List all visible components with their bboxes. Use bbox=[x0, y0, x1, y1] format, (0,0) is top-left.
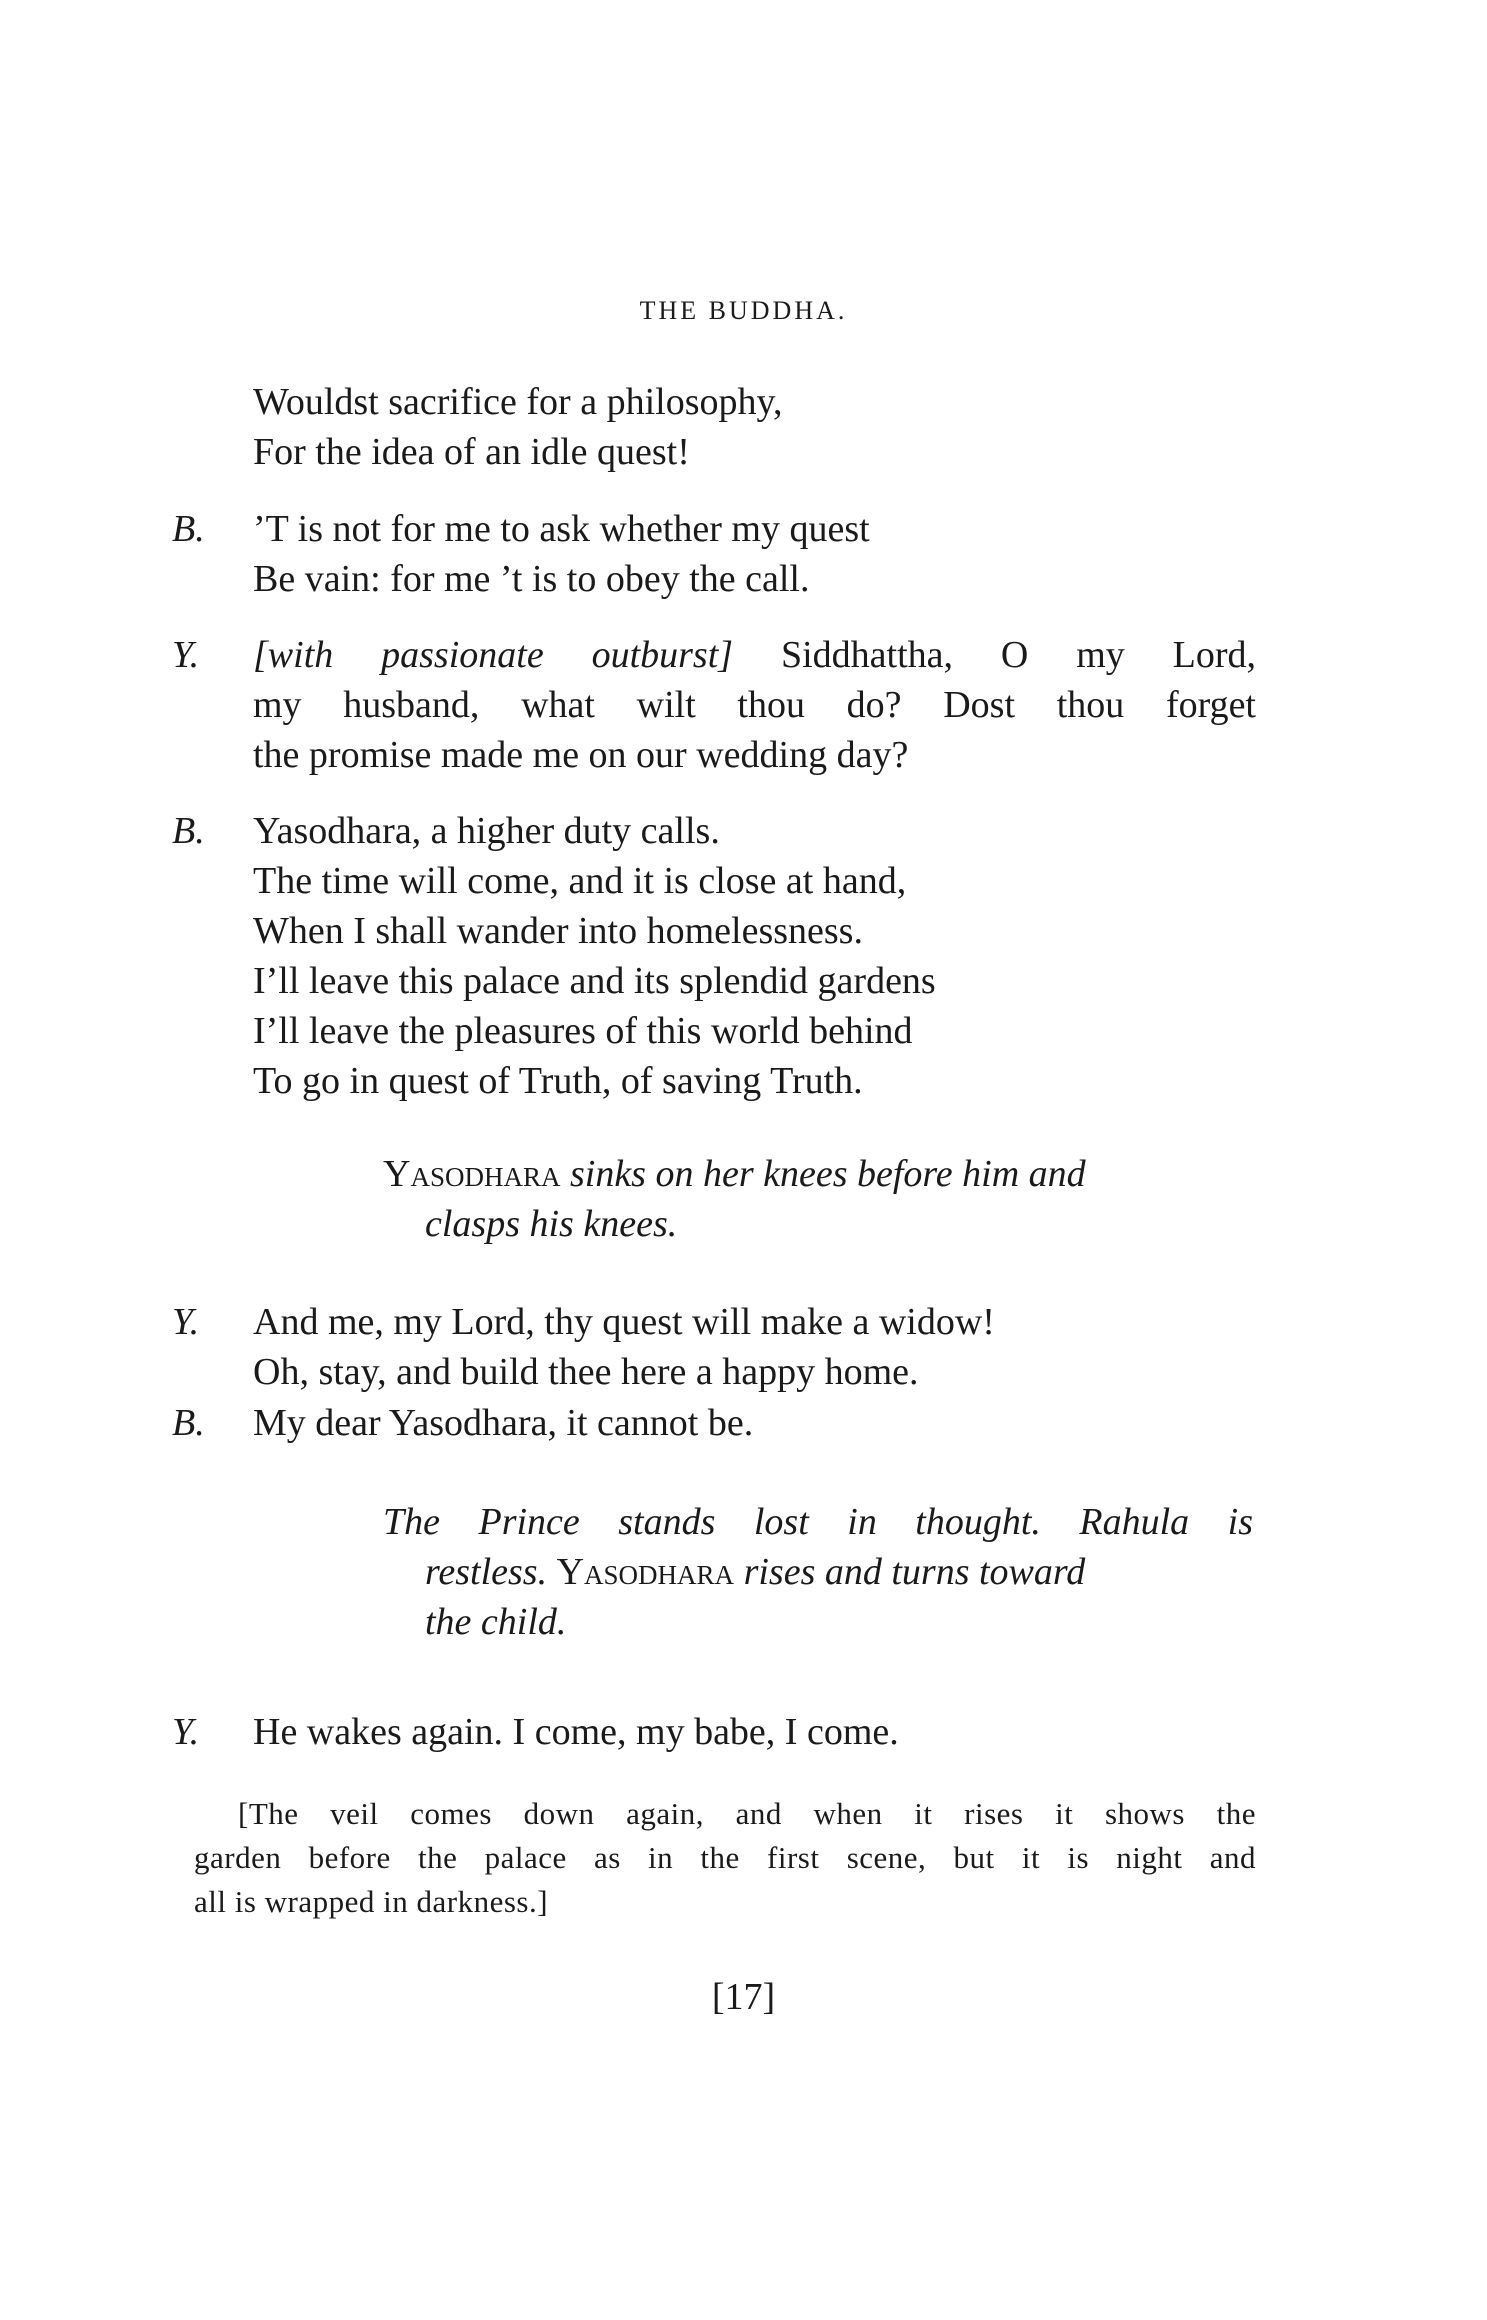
stage-text: rises and turns toward bbox=[743, 1551, 1086, 1593]
stage-line bbox=[383, 1547, 1253, 1597]
verse-line: To go in quest of Truth, of saving Truth. bbox=[253, 1060, 863, 1102]
prose-line: my husband, what wilt thou do? Dost thou forget bbox=[253, 684, 1256, 726]
speaker-label: Y. bbox=[172, 1711, 200, 1753]
verse-line: Oh, stay, and build thee here a happy home. bbox=[253, 1351, 919, 1393]
speaker-label: B. bbox=[172, 508, 205, 550]
stage-line: the child. bbox=[425, 1601, 567, 1643]
speaker-label: B. bbox=[172, 810, 205, 852]
note-line: garden before the palace as in the first scene, but it is night and bbox=[194, 1840, 1256, 1875]
stage-text: sinks on her knees before him and bbox=[569, 1153, 1086, 1195]
note-line: [The veil comes down again, and when it rises it shows the bbox=[238, 1796, 1256, 1831]
speaker-label: B. bbox=[172, 1402, 205, 1444]
speaker-label: Y. bbox=[172, 1301, 200, 1343]
page-number: [17] bbox=[711, 1976, 776, 2018]
verse-line: ’T is not for me to ask whether my quest bbox=[253, 508, 870, 550]
verse-line: Wouldst sacrifice for a philosophy, bbox=[253, 381, 783, 423]
stage-direction bbox=[383, 1497, 1253, 1647]
verse-line: For the idea of an idle quest! bbox=[253, 431, 690, 473]
prose-line: the promise made me on our wedding day? bbox=[253, 734, 909, 776]
stage-line: The Prince stands lost in thought. Rahula is bbox=[383, 1501, 1253, 1543]
character-name: Yasodhara bbox=[383, 1153, 561, 1195]
stage-line bbox=[383, 1149, 1086, 1199]
verse-line: The time will come, and it is close at hand, bbox=[253, 860, 907, 902]
speaker-label: Y. bbox=[172, 634, 200, 676]
verse-line: He wakes again. I come, my babe, I come. bbox=[253, 1711, 899, 1753]
stage-line: clasps his knees. bbox=[425, 1203, 678, 1245]
stage-text: restless. bbox=[425, 1551, 548, 1593]
stage-direction bbox=[383, 1149, 1086, 1249]
verse-line: Yasodhara, a higher duty calls. bbox=[253, 810, 720, 852]
running-head: THE BUDDHA. bbox=[639, 296, 848, 325]
note-line: all is wrapped in darkness.] bbox=[194, 1884, 549, 1919]
verse-line: I’ll leave this palace and its splendid gardens bbox=[253, 960, 936, 1002]
character-name: Yasodhara bbox=[556, 1551, 735, 1593]
prose-line bbox=[253, 630, 1256, 680]
stage-direction-inline: [with passionate outburst] bbox=[253, 634, 734, 676]
prose-text: Siddhattha, O my Lord, bbox=[780, 634, 1257, 676]
verse-line: And me, my Lord, thy quest will make a widow! bbox=[253, 1301, 995, 1343]
scene-note bbox=[194, 1792, 1256, 1924]
verse-line: My dear Yasodhara, it cannot be. bbox=[253, 1402, 754, 1444]
verse-line: Be vain: for me ’t is to obey the call. bbox=[253, 558, 810, 600]
prose-paragraph bbox=[253, 630, 1256, 780]
verse-line: I’ll leave the pleasures of this world behind bbox=[253, 1010, 913, 1052]
verse-line: When I shall wander into homelessness. bbox=[253, 910, 863, 952]
